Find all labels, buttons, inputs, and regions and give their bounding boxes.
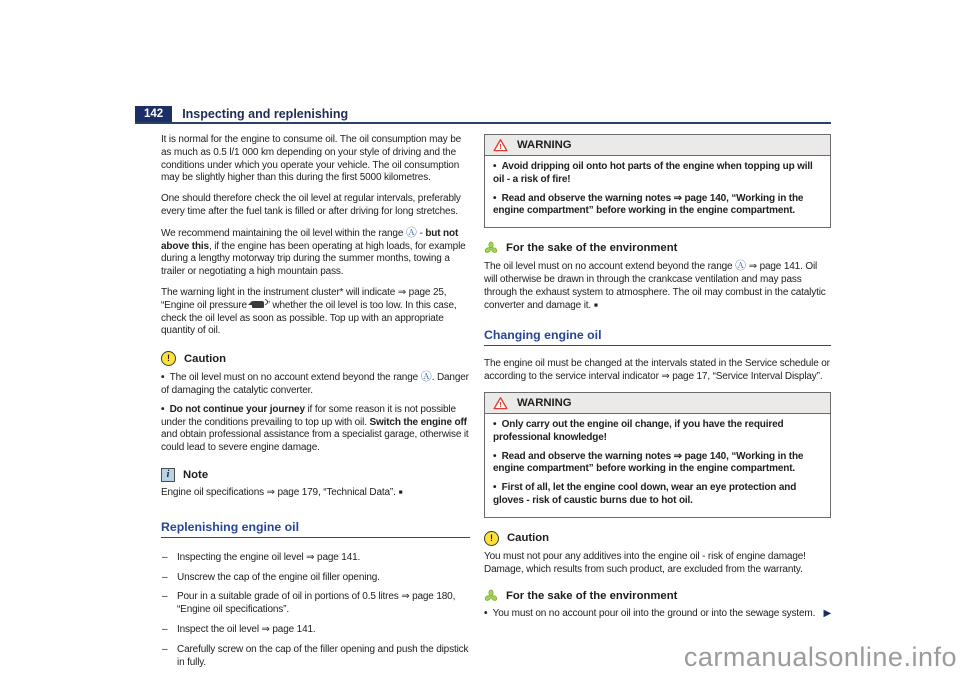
section-title-changing: Changing engine oil bbox=[484, 328, 831, 346]
two-column-layout bbox=[135, 134, 831, 676]
caution-text: You must not pour any additives into the engine oil - risk of engine damage! Damage, which results from such product, are excluded from the warranty. bbox=[484, 550, 806, 575]
environment-icon bbox=[484, 589, 498, 603]
warning-item: • Read and observe the warning notes ⇒ page 140, “Working in the engine compartment” before working in the engine compartment. bbox=[493, 451, 822, 477]
warning-box-topping-up bbox=[484, 134, 831, 228]
environment-heading bbox=[484, 241, 831, 255]
note-heading bbox=[161, 468, 470, 482]
warning-title: WARNING bbox=[517, 396, 572, 409]
warning-body bbox=[485, 414, 830, 517]
paragraph-oil-consumption: It is normal for the engine to consume oil. The oil consumption may be as much as 0.5 l/1 000 km depending on your style of driving and the conditions under which you operate your vehicle. The oil consumption may be slightly higher than this during the first 5000 kilometres. bbox=[161, 134, 462, 184]
page-number: 142 bbox=[135, 106, 172, 122]
paragraph-recommend-range: We recommend maintaining the oil level within the range Ⓐ - but not above this, if the engine has been operating at high loads, for example during a lengthy motorway trip during the summer months, towing a trailer or negotiating a high mountain pass. bbox=[161, 226, 466, 278]
warning-item: • Read and observe the warning notes ⇒ page 140, “Working in the engine compartment” before working in the engine compartment. bbox=[493, 193, 822, 219]
chapter-title: Inspecting and replenishing bbox=[182, 107, 349, 121]
replenishing-steps bbox=[161, 552, 470, 670]
caution-heading-label: Caution bbox=[507, 532, 550, 545]
warning-box-oil-change bbox=[484, 392, 831, 518]
caution-item: • Do not continue your journey if for some reason it is not possible under the conditions prevailing to top up with oil. Switch the engine off and obtain professional assistance from a specialist garage, otherwise it could lead to severe engine damage. bbox=[161, 404, 470, 455]
environment-icon bbox=[484, 241, 498, 255]
paragraph-warning-light: The warning light in the instrument cluster* will indicate ⇒ page 25, “Engine oil pressure ” whether the oil level is too low. In this case, check the oil level as soon as possible. Top up with an appropriate quantity of oil. bbox=[161, 286, 457, 337]
caution-item: • The oil level must on no account extend beyond the range Ⓐ. Danger of damaging the catalytic converter. bbox=[161, 371, 470, 398]
changing-oil-intro: The engine oil must be changed at the intervals stated in the Service schedule or according to the service interval indicator ⇒ page 17, “Service Interval Display”. bbox=[484, 358, 830, 383]
caution-heading-label: Caution bbox=[184, 352, 227, 365]
environment-item-text: • You must on no account pour oil into the ground or into the sewage system. bbox=[492, 608, 816, 620]
step-item: – Inspecting the engine oil level ⇒ page 141. bbox=[161, 552, 470, 565]
oil-pressure-icon bbox=[252, 301, 264, 308]
svg-text:!: ! bbox=[499, 141, 502, 151]
watermark: carmanualsonline.info bbox=[683, 642, 957, 672]
note-icon bbox=[161, 468, 175, 482]
warning-triangle-icon bbox=[493, 396, 508, 410]
warning-header bbox=[485, 135, 830, 156]
right-column bbox=[484, 134, 831, 676]
environment-heading-label: For the sake of the environment bbox=[506, 590, 678, 603]
step-item: – Carefully screw on the cap of the filler opening and push the dipstick in fully. bbox=[161, 644, 470, 670]
step-item: – Unscrew the cap of the engine oil filler opening. bbox=[161, 572, 470, 585]
environment-text: The oil level must on no account extend beyond the range Ⓐ ⇒ page 141. Oil will otherwise be drawn in through the crankcase ventilation and may pass through the exhaust system to atmosphere. The oil may combust in the catalytic converter and damage it. ■ bbox=[484, 260, 826, 311]
step-item: – Pour in a suitable grade of oil in portions of 0.5 litres ⇒ page 180, “Engine oil specifications”. bbox=[161, 591, 470, 617]
warning-item: • Avoid dripping oil onto hot parts of the engine when topping up will oil - a risk of fire! bbox=[493, 161, 822, 187]
column-gap bbox=[470, 134, 484, 676]
warning-item: • First of all, let the engine cool down, wear an eye protection and gloves - risk of caustic burns due to hot oil. bbox=[493, 482, 822, 508]
section-title-replenishing: Replenishing engine oil bbox=[161, 520, 470, 538]
caution-icon bbox=[484, 531, 499, 546]
caution-heading bbox=[484, 531, 831, 546]
warning-title: WARNING bbox=[517, 139, 572, 151]
paragraph-check-interval: One should therefore check the oil level at regular intervals, preferably every time after the fuel tank is filled or after driving for long stretches. bbox=[161, 193, 461, 217]
note-heading-label: Note bbox=[183, 468, 209, 481]
page-header bbox=[135, 106, 831, 124]
caution-icon bbox=[161, 351, 176, 366]
environment-heading-label: For the sake of the environment bbox=[506, 242, 678, 255]
svg-text:!: ! bbox=[499, 399, 502, 409]
caution-heading bbox=[161, 351, 470, 366]
environment-item bbox=[484, 608, 831, 621]
warning-header bbox=[485, 393, 830, 414]
environment-heading bbox=[484, 589, 831, 603]
manual-page bbox=[135, 106, 831, 676]
continuation-arrow-icon: ▶ bbox=[823, 608, 831, 620]
note-text: Engine oil specifications ⇒ page 179, “Technical Data”. ■ bbox=[161, 486, 403, 498]
warning-body bbox=[485, 156, 830, 227]
left-column bbox=[161, 134, 470, 676]
warning-item: • Only carry out the engine oil change, if you have the required professional knowledge! bbox=[493, 419, 822, 445]
warning-triangle-icon bbox=[493, 138, 508, 152]
step-item: – Inspect the oil level ⇒ page 141. bbox=[161, 624, 470, 637]
